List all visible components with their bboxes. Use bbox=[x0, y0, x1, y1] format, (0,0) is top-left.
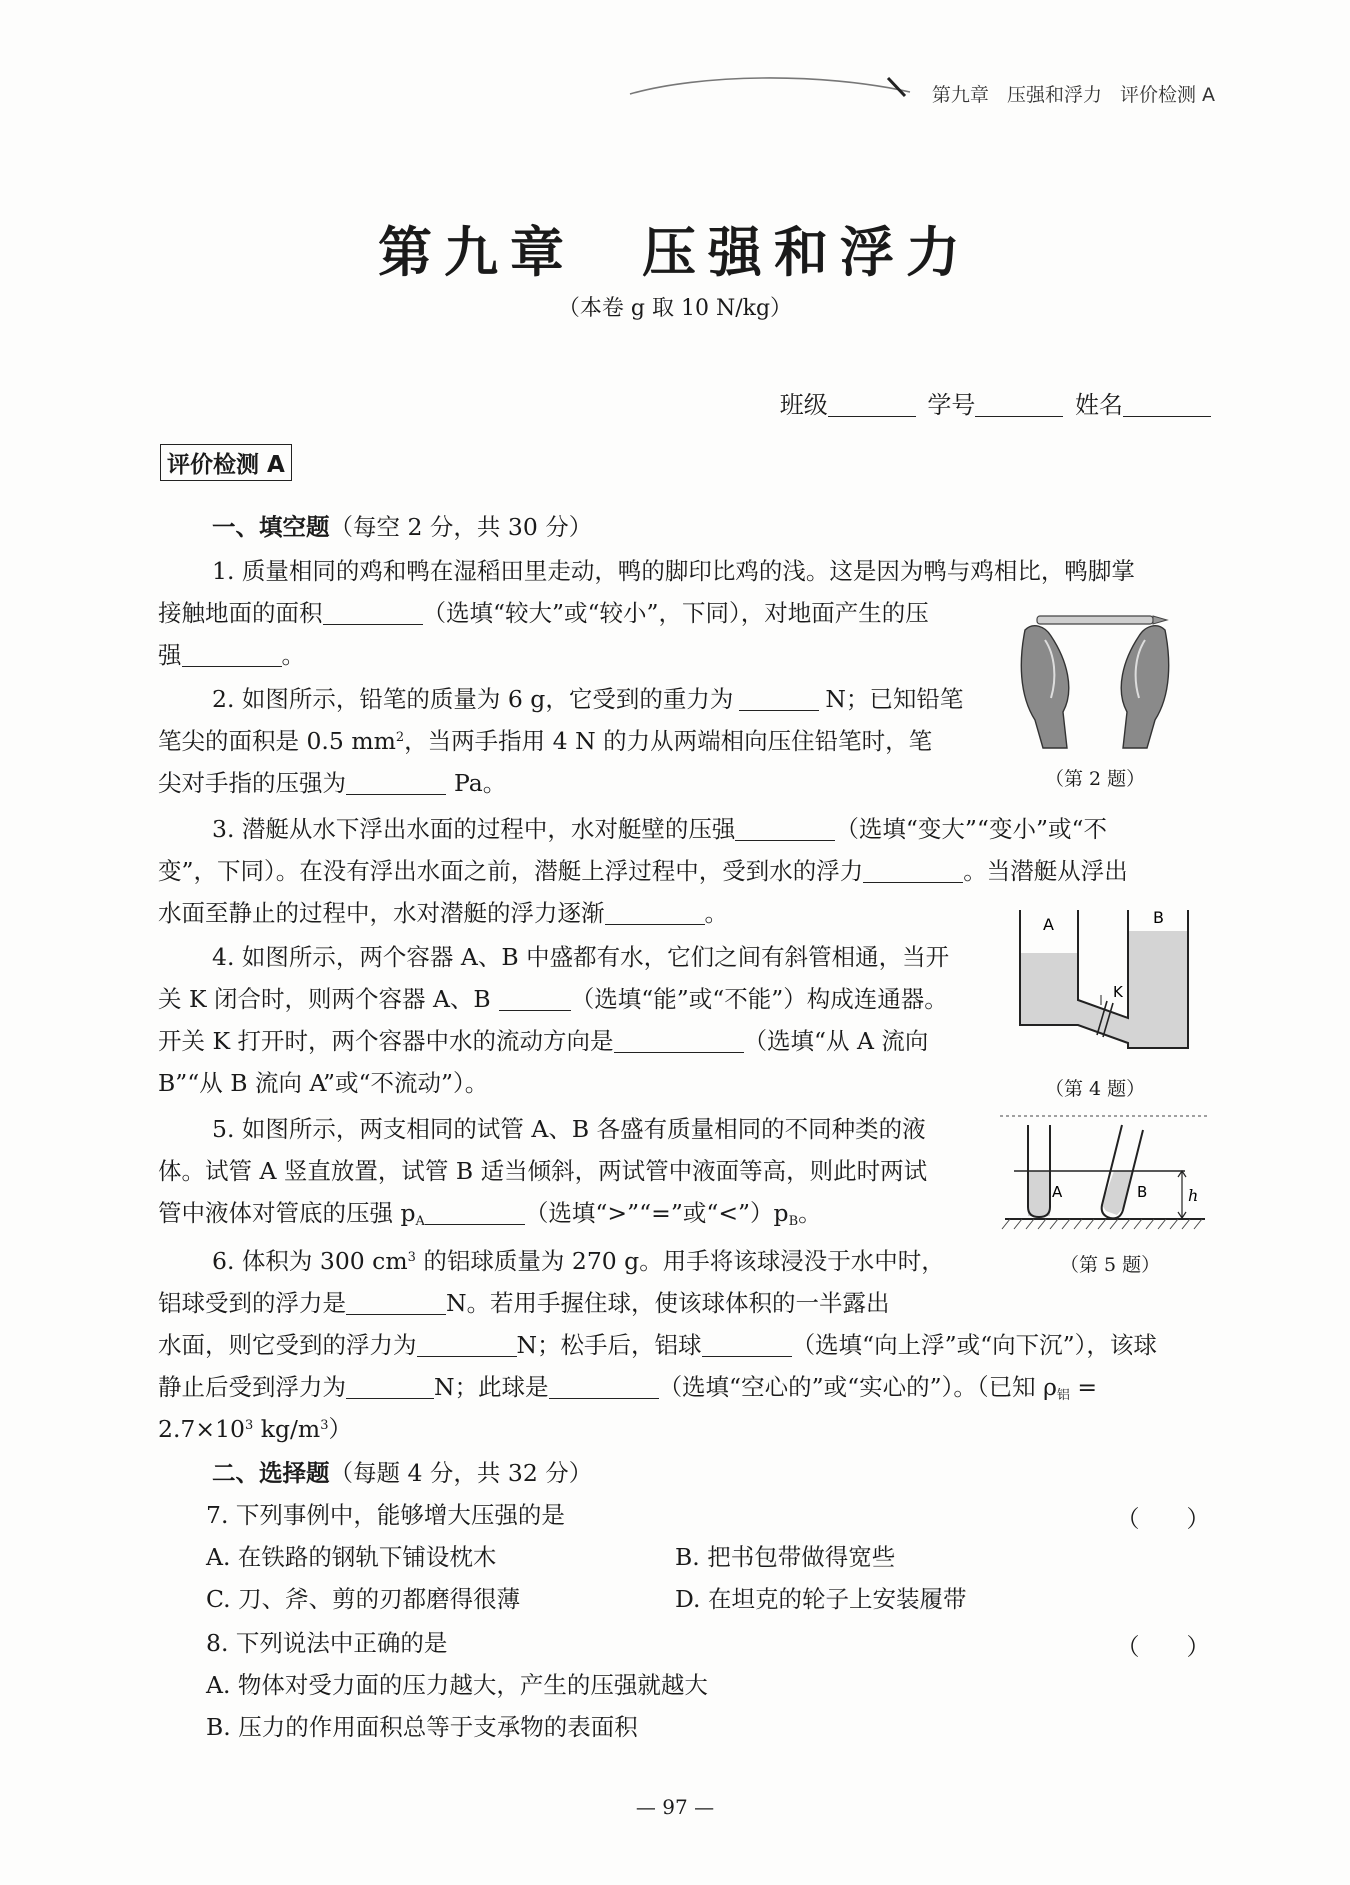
q2-blank-1[interactable] bbox=[739, 686, 819, 711]
q6-text: kg/m bbox=[253, 1415, 321, 1443]
part1-note: （每空 2 分，共 30 分） bbox=[329, 513, 593, 541]
q4-label-b: B bbox=[1153, 908, 1164, 927]
q6-text: （选填“向上浮”或“向下沉”），该球 bbox=[791, 1331, 1157, 1359]
part1-title: 一、填空题 bbox=[212, 513, 330, 541]
q2-text: 尖对手指的压强为 bbox=[158, 769, 346, 797]
q5-line3 bbox=[158, 1198, 822, 1228]
q6-blank-5[interactable] bbox=[549, 1374, 659, 1399]
part2-note: （每题 4 分，共 32 分） bbox=[329, 1459, 593, 1487]
q1-line2 bbox=[158, 598, 929, 628]
q6-text: N；松手后，铝球 bbox=[516, 1331, 702, 1359]
q3-text: 变”，下同）。在没有浮出水面之前，潜艇上浮过程中，受到水的浮力 bbox=[158, 857, 864, 885]
q6-text: 静止后受到浮力为 bbox=[158, 1373, 346, 1401]
q7-stem: 7. 下列事例中，能够增大压强的是 bbox=[206, 1501, 565, 1529]
q4-line2 bbox=[158, 984, 948, 1014]
q1-line3 bbox=[158, 640, 305, 670]
part2-heading bbox=[212, 1458, 592, 1488]
student-info bbox=[780, 385, 1215, 420]
q1-blank-2[interactable] bbox=[182, 642, 282, 667]
running-header bbox=[914, 80, 1215, 107]
q3-text: 水面至静止的过程中，水对潜艇的浮力逐渐 bbox=[158, 899, 605, 927]
q5-line2: 体。试管 A 竖直放置，试管 B 适当倾斜，两试管中液面等高，则此时两试 bbox=[158, 1157, 928, 1185]
q6-line1 bbox=[212, 1246, 945, 1276]
q4-label-k: K bbox=[1113, 983, 1123, 1001]
q5-sub: A bbox=[415, 1214, 425, 1229]
q5-text: （选填“>”“=”或“<”）p bbox=[524, 1199, 789, 1227]
q5-label-a: A bbox=[1052, 1183, 1063, 1201]
q5-label-b: B bbox=[1137, 1183, 1148, 1201]
number-blank[interactable] bbox=[975, 392, 1063, 417]
page-title: 第九章 压强和浮力 bbox=[378, 221, 972, 284]
q8-stem: 8. 下列说法中正确的是 bbox=[206, 1629, 448, 1657]
q1-line1: 1. 质量相同的鸡和鸭在湿稻田里走动，鸭的脚印比鸡的浅。这是因为鸭与鸡相比，鸭脚掌 bbox=[212, 557, 1135, 585]
q3-text: （选填“变大”“变小”或“不 bbox=[835, 815, 1107, 843]
q4-blank-1[interactable] bbox=[499, 986, 571, 1011]
q2-line1 bbox=[212, 684, 963, 714]
q5-label-h: h bbox=[1188, 1186, 1199, 1205]
q1-blank-1[interactable] bbox=[323, 600, 423, 625]
q2-caption: （第 2 题） bbox=[1045, 768, 1146, 790]
q7-option-a[interactable]: A. 在铁路的钢轨下铺设枕木 bbox=[206, 1543, 497, 1571]
q2-text: 笔尖的面积是 0.5 mm bbox=[158, 727, 396, 755]
q6-line5 bbox=[158, 1414, 352, 1444]
q4-text: （选填“从 A 流向 bbox=[743, 1027, 929, 1055]
q2-text: Pa。 bbox=[454, 769, 507, 797]
q6-sup: 3 bbox=[320, 1418, 329, 1433]
name-blank[interactable] bbox=[1123, 392, 1211, 417]
q4-line3 bbox=[158, 1026, 928, 1056]
page-number: — 97 — bbox=[635, 1795, 715, 1819]
q4-blank-2[interactable] bbox=[614, 1028, 744, 1053]
q8-option-a[interactable]: A. 物体对受力面的压力越大，产生的压强就越大 bbox=[206, 1671, 708, 1699]
q6-text: 6. 体积为 300 cm bbox=[212, 1247, 408, 1275]
q6-text: = bbox=[1069, 1373, 1098, 1401]
q6-text: 铝球受到的浮力是 bbox=[158, 1289, 346, 1317]
q2-text: ，当两手指用 4 N 的力从两端相向压住铅笔时，笔 bbox=[404, 727, 933, 755]
q3-text: 。 bbox=[704, 899, 728, 927]
q6-line2 bbox=[158, 1288, 890, 1318]
q5-text: 。 bbox=[798, 1199, 822, 1227]
q6-line3 bbox=[158, 1330, 1157, 1360]
running-header-test: 评价检测 A bbox=[1119, 84, 1215, 106]
q6-line4 bbox=[158, 1372, 1097, 1402]
q5-blank-1[interactable] bbox=[425, 1200, 525, 1225]
q1-text: 强 bbox=[158, 641, 182, 669]
q6-text: 水面，则它受到的浮力为 bbox=[158, 1331, 417, 1359]
header-swoosh bbox=[620, 70, 920, 110]
q2-text: 2. 如图所示，铅笔的质量为 6 g，它受到的重力为 bbox=[212, 685, 734, 713]
q3-line2 bbox=[158, 856, 1128, 886]
q6-blank-3[interactable] bbox=[702, 1332, 792, 1357]
q5-text: 管中液体对管底的压强 p bbox=[158, 1199, 416, 1227]
q6-blank-1[interactable] bbox=[346, 1290, 446, 1315]
q7-option-c[interactable]: C. 刀、斧、剪的刃都磨得很薄 bbox=[206, 1585, 521, 1613]
q3-text: 。当潜艇从浮出 bbox=[963, 857, 1128, 885]
q6-text: ） bbox=[328, 1415, 352, 1443]
running-header-chapter: 第九章 bbox=[931, 84, 989, 106]
q3-blank-2[interactable] bbox=[863, 858, 963, 883]
q5-caption: （第 5 题） bbox=[1060, 1254, 1161, 1276]
section-tag: 评价检测 A bbox=[160, 444, 292, 481]
q2-line3 bbox=[158, 768, 506, 798]
q6-blank-4[interactable] bbox=[346, 1374, 434, 1399]
q1-text: 。 bbox=[281, 641, 305, 669]
q3-blank-3[interactable] bbox=[605, 900, 705, 925]
q5-sub: B bbox=[788, 1214, 799, 1229]
class-label: 班级 bbox=[779, 391, 828, 419]
q2-sup: 2 bbox=[395, 730, 405, 745]
q8-answer-paren[interactable]: （ ） bbox=[1116, 1633, 1210, 1661]
name-label: 姓名 bbox=[1075, 391, 1123, 419]
q4-text: 开关 K 打开时，两个容器中水的流动方向是 bbox=[158, 1027, 614, 1055]
q6-text: 的铝球质量为 270 g。用手将该球浸没于水中时， bbox=[415, 1247, 945, 1275]
q5-line1: 5. 如图所示，两支相同的试管 A、B 各盛有质量相同的不同种类的液 bbox=[212, 1115, 926, 1143]
q4-figure bbox=[1005, 905, 1205, 1055]
q4-text: 关 K 闭合时，则两个容器 A、B bbox=[158, 985, 491, 1013]
q3-line3 bbox=[158, 898, 728, 928]
q3-line1 bbox=[212, 814, 1107, 844]
q7-option-b[interactable]: B. 把书包带做得宽些 bbox=[675, 1543, 896, 1571]
q7-option-d[interactable]: D. 在坦克的轮子上安装履带 bbox=[675, 1585, 967, 1613]
q7-answer-paren[interactable]: （ ） bbox=[1116, 1505, 1210, 1533]
q4-text: （选填“能”或“不能”）构成连通器。 bbox=[570, 985, 948, 1013]
q6-sup: 3 bbox=[244, 1418, 254, 1433]
q2-text: N；已知铅笔 bbox=[825, 685, 964, 713]
q6-sup: 3 bbox=[407, 1250, 416, 1265]
q6-blank-2[interactable] bbox=[417, 1332, 517, 1357]
q2-figure bbox=[1005, 600, 1185, 750]
q4-label-a: A bbox=[1043, 915, 1054, 934]
q5-figure bbox=[1000, 1115, 1220, 1235]
class-blank[interactable] bbox=[828, 392, 916, 417]
q2-line2 bbox=[158, 726, 932, 756]
number-label: 学号 bbox=[927, 391, 976, 419]
part1-heading bbox=[212, 512, 592, 542]
q3-blank-1[interactable] bbox=[735, 816, 835, 841]
running-header-topic: 压强和浮力 bbox=[1006, 84, 1102, 106]
q4-line4: B”“从 B 流向 A”或“不流动”）。 bbox=[158, 1069, 489, 1097]
q1-text: 接触地面的面积 bbox=[158, 599, 323, 627]
page-subtitle: （本卷 g 取 10 N/kg） bbox=[557, 296, 793, 321]
q6-text: N；此球是 bbox=[434, 1373, 549, 1401]
q6-text: （选填“空心的”或“实心的”）。（已知 ρ bbox=[658, 1373, 1057, 1401]
q6-text: N。若用手握住球，使该球体积的一半露出 bbox=[446, 1289, 890, 1317]
q6-sub: 铝 bbox=[1056, 1388, 1070, 1403]
q8-option-b[interactable]: B. 压力的作用面积总等于支承物的表面积 bbox=[206, 1713, 638, 1741]
q6-text: 2.7×10 bbox=[158, 1415, 245, 1443]
q3-text: 3. 潜艇从水下浮出水面的过程中，水对艇壁的压强 bbox=[212, 815, 736, 843]
part2-title: 二、选择题 bbox=[212, 1459, 330, 1487]
q1-text: （选填“较大”或“较小”，下同），对地面产生的压 bbox=[422, 599, 929, 627]
q4-caption: （第 4 题） bbox=[1045, 1078, 1146, 1100]
q2-blank-2[interactable] bbox=[346, 770, 446, 795]
q4-line1: 4. 如图所示，两个容器 A、B 中盛都有水，它们之间有斜管相通，当开 bbox=[212, 943, 950, 971]
